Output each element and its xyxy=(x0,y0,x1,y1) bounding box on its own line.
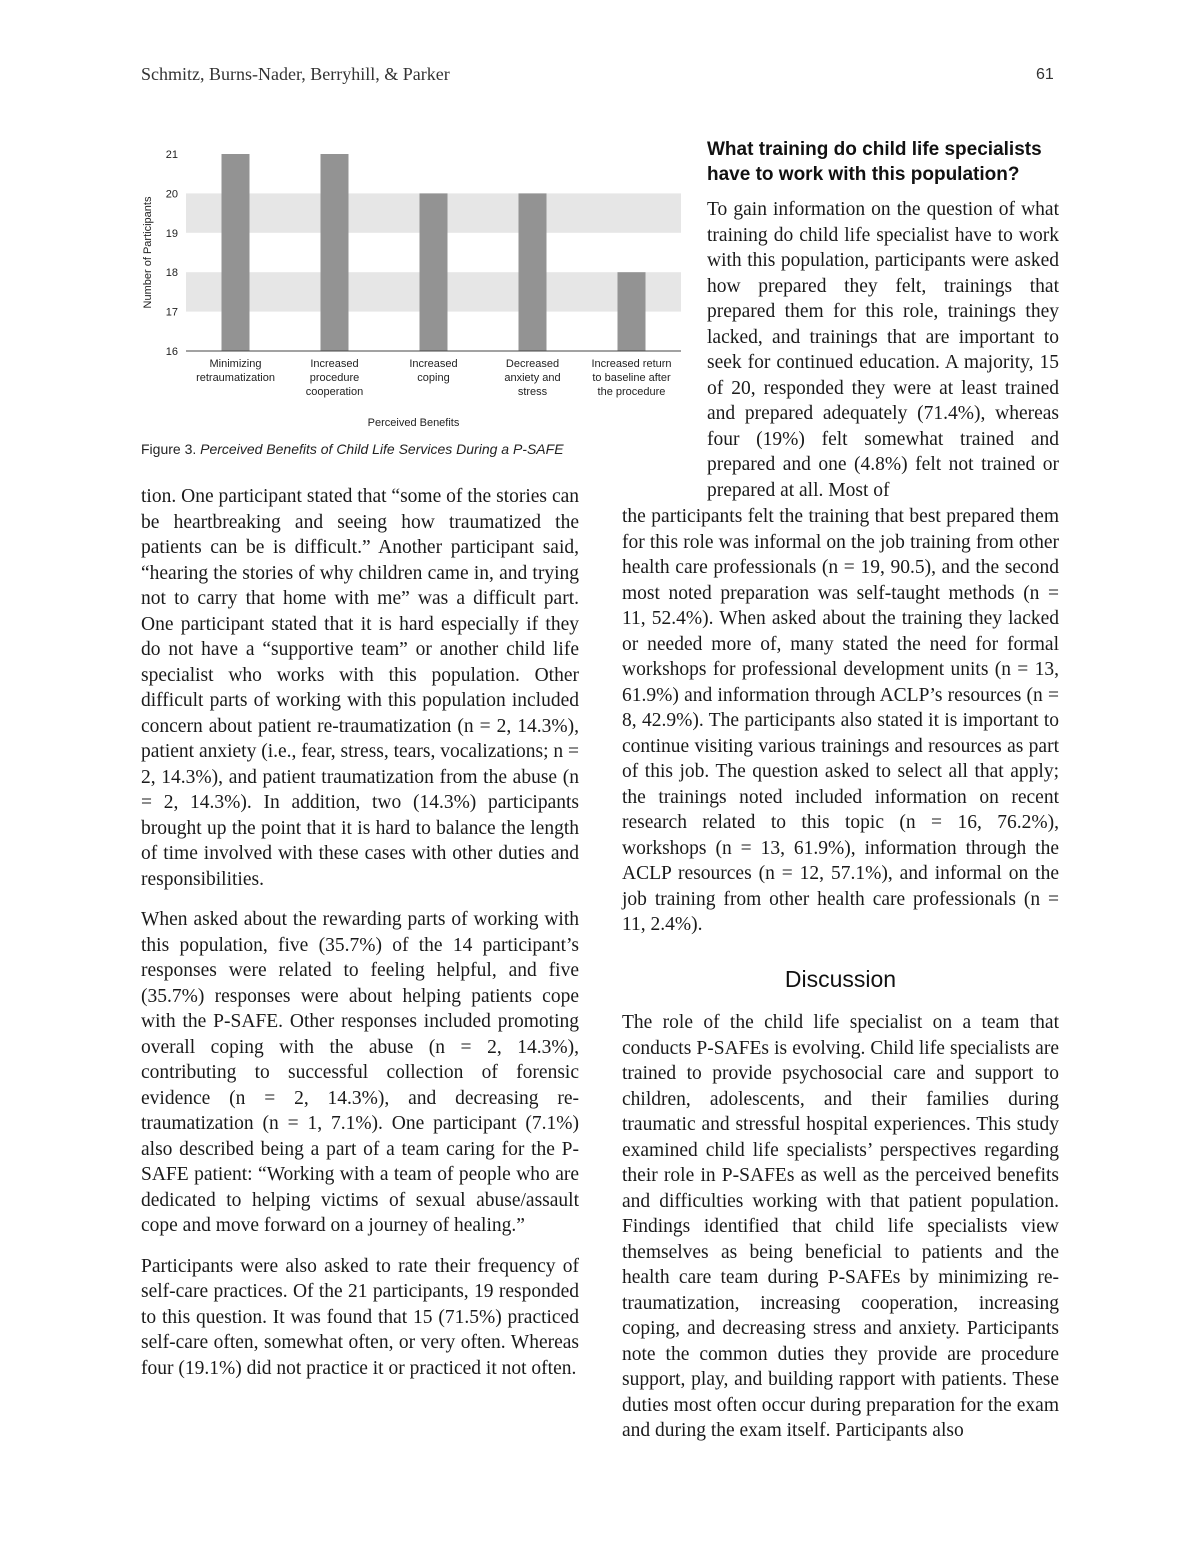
y-tick-label: 19 xyxy=(165,227,178,240)
chart-bars xyxy=(222,154,646,351)
running-header-authors: Schmitz, Burns-Nader, Berryhill, & Parker xyxy=(141,64,450,84)
y-tick-label: 20 xyxy=(165,188,178,201)
y-tick-label: 17 xyxy=(165,306,178,319)
page-number: 61 xyxy=(1036,66,1054,83)
x-category-label: Minimizing retraumatization xyxy=(196,358,275,384)
x-axis-title: Perceived Benefits xyxy=(367,417,460,429)
discussion-paragraph: The role of the child life specialist on a team that conducts P-SAFEs is evolving. Child life specialists are trained to provide psychosocial care and support to children, adolescents, and their families during traumatic and stressful hospital experiences. This study examined child life specialists’ perspectives regarding their role in P-SAFEs as well as the perceived benefits and difficulties working with that patient population. Findings identified that child life specialists view themselves as being beneficial to patients and the health care team during P-SAFEs by minimizing re-traumatization, increasing cooperation, increasing coping, and decreasing stress and anxiety. Participants note the common duties they provide are procedure support, play, and building rapport with patients. These duties most often occur during preparation for the exam and during the exam itself. Participants also xyxy=(622,1012,1059,1441)
figure-caption-text: Perceived Benefits of Child Life Services During a P-SAFE xyxy=(200,441,564,457)
y-tick-label: 21 xyxy=(165,149,178,161)
section-heading-training: What training do child life specialists have to work with this population? xyxy=(707,139,1042,185)
x-category-label: Increased procedure cooperation xyxy=(305,358,364,398)
figure-3-bar-chart xyxy=(136,140,686,435)
bar xyxy=(618,272,646,351)
right-paragraph-1-wide: the participants felt the training that best prepared them for this role was informal on the job training from other health care professionals (n = 19, 90.5), and the second most noted preparation was self-taught methods (n = 11, 52.4%). When asked about the training they lacked or needed more of, many stated the need for formal workshops for professional development units (n = 13, 61.9%) and information through ACLP’s resources (n = 8, 42.9%). The participants also stated it is important to continue visiting various trainings and resources as part of this job. The question asked to select all that apply; the trainings noted included information on recent research related to this topic (n = 16, 76.2%), workshops (n = 13, 61.9%), information through the ACLP resources (n = 12, 57.1%), and informal on the job training from other health care professionals (n = 11, 2.4%). xyxy=(622,506,1059,935)
x-category-label: Decreased anxiety and stress xyxy=(504,358,561,398)
bar xyxy=(321,154,349,351)
y-tick-label: 16 xyxy=(165,346,178,358)
y-tick-label: 18 xyxy=(165,267,178,280)
figure-caption xyxy=(141,441,564,457)
right-paragraph-1-narrow: To gain information on the question of what training do child life specialist have to work with this population, participants were asked how prepared they felt, trainings that prepared them for this role, trainings they lacked, and trainings that are important to seek for continued education. A majority, 15 of 20, responded they were at least trained and prepared adequately (71.4%), whereas four (19%) felt somewhat trained and prepared and one (4.8%) felt not trained or prepared at all. Most of xyxy=(707,199,1059,501)
bar xyxy=(420,193,448,351)
x-category-label: Increased return to baseline after the procedure xyxy=(591,358,672,398)
bar xyxy=(519,193,547,351)
y-axis-ticks xyxy=(166,149,178,358)
left-paragraph-1: tion. One participant stated that “some of the stories can be heartbreaking and seeing how traumatized the patients can be is difficult.” Another participant said, “hearing the stories of why children came in, and trying not to carry that home with me” was a difficult part. One participant stated that it is hard especially if they do not have a “supportive team” or another child life specialist who works with this population. Other difficult parts of working with this population included concern about patient re-traumatization (n = 2, 14.3%), patient anxiety (i.e., fear, stress, tears, vocalizations; n = 2, 14.3%), and patient traumatization from the abuse (n = 2, 14.3%). In addition, two (14.3%) participants brought up the point that it is hard to balance the length of time involved with these cases with other duties and responsibilities. xyxy=(141,486,579,890)
x-axis-category-labels xyxy=(196,358,671,398)
left-paragraph-2: When asked about the rewarding parts of working with this population, five (35.7%) of the 14 participant’s responses were related to feeling helpful, and five (35.7%) responses were about helping patients cope with the P-SAFE. Other responses included promoting overall coping with the abuse (n = 2, 14.3%), contributing to successful collection of forensic evidence (n = 2, 14.3%), and decreasing re-traumatization (n = 1, 7.1%). One participant (7.1%) also described being a part of a team caring for the P-SAFE patient: “Working with a team of people who are dedicated to helping victims of sexual abuse/assault cope and move forward on a journey of healing.” xyxy=(141,909,579,1236)
bar xyxy=(222,154,250,351)
discussion-heading: Discussion xyxy=(784,966,897,992)
x-category-label: Increased coping xyxy=(409,358,458,384)
left-column xyxy=(141,484,579,1396)
left-paragraph-3: Participants were also asked to rate their frequency of self-care practices. Of the 21 participants, 19 responded to this question. It was found that 15 (71.5%) practiced self-care often, somewhat often, or very often. Whereas four (19.1%) did not practice it or practiced it not often. xyxy=(141,1255,579,1379)
figure-label: Figure 3. xyxy=(141,441,197,457)
y-axis-title: Number of Participants xyxy=(142,196,154,309)
